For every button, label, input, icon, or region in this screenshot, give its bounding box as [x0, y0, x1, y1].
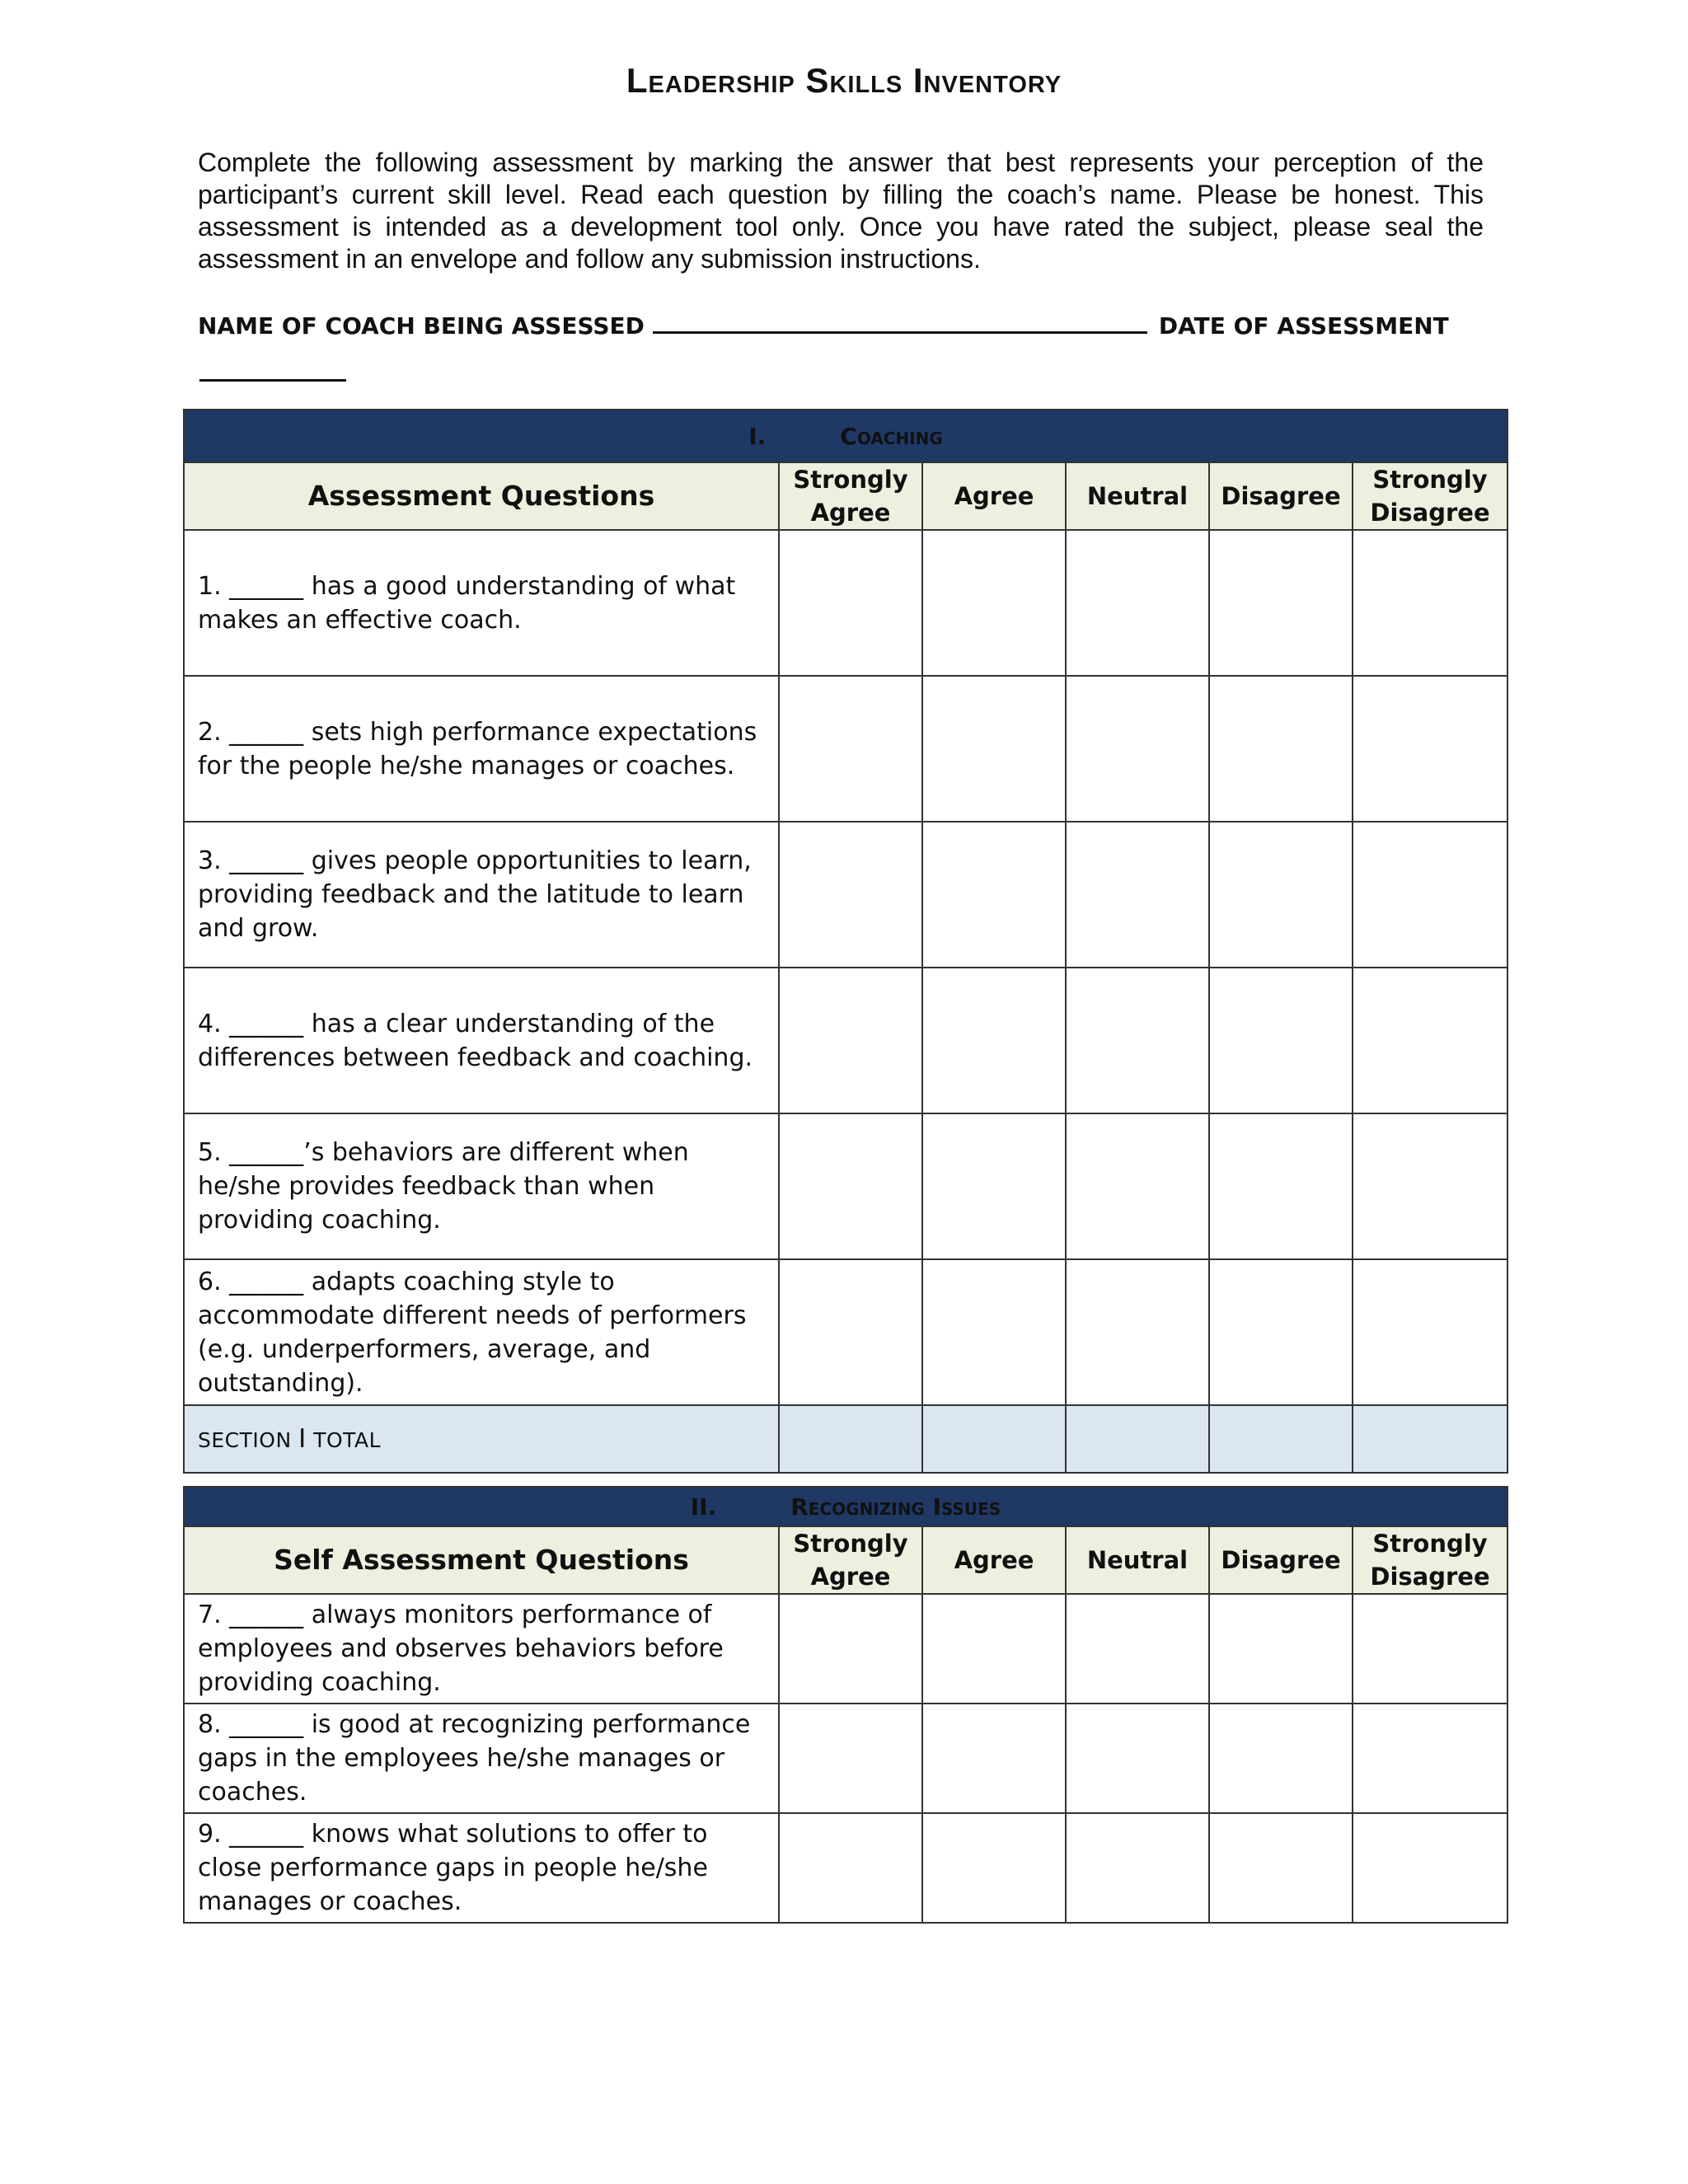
page-title: Leadership Skills Inventory [626, 61, 1062, 100]
rating-cell-strongly-agree[interactable] [779, 1704, 922, 1813]
total-cell-neutral[interactable] [1066, 1405, 1209, 1473]
total-cell-strongly-agree[interactable] [779, 1405, 922, 1473]
rating-cell-agree[interactable] [922, 1113, 1066, 1259]
rating-cell-strongly-disagree[interactable] [1353, 968, 1507, 1113]
section-2-table [183, 1486, 1508, 1924]
table-row [184, 1259, 1507, 1405]
rating-cell-neutral[interactable] [1066, 1594, 1209, 1704]
rating-cell-neutral[interactable] [1066, 1113, 1209, 1259]
rating-cell-strongly-agree[interactable] [779, 1259, 922, 1405]
header-strongly-agree: Strongly Agree [779, 462, 922, 530]
rating-cell-neutral[interactable] [1066, 530, 1209, 676]
rating-cell-neutral[interactable] [1066, 1259, 1209, 1405]
rating-cell-disagree[interactable] [1209, 968, 1353, 1113]
total-cell-agree[interactable] [922, 1405, 1066, 1473]
rating-cell-strongly-agree[interactable] [779, 968, 922, 1113]
table-row [184, 1594, 1507, 1704]
table-row [184, 1113, 1507, 1259]
coach-info-line [198, 310, 1517, 343]
section-1-total-row [184, 1405, 1507, 1473]
total-label-section: SECTION [198, 1428, 292, 1452]
question-text: 6. ______ adapts coaching style to accommodate different needs of performers (e.g. underperformers, average, and outstanding). [184, 1259, 779, 1405]
rating-cell-disagree[interactable] [1209, 530, 1353, 676]
rating-cell-agree[interactable] [922, 530, 1066, 676]
total-label-total: TOTAL [313, 1428, 382, 1452]
rating-cell-strongly-disagree[interactable] [1353, 676, 1507, 822]
rating-cell-strongly-disagree[interactable] [1353, 530, 1507, 676]
header-agree: Agree [922, 462, 1066, 530]
section-2-number: II. [690, 1493, 717, 1521]
rating-cell-strongly-disagree[interactable] [1353, 1113, 1507, 1259]
section-2-header-bar [184, 1487, 1507, 1526]
rating-cell-disagree[interactable] [1209, 1594, 1353, 1704]
rating-cell-strongly-disagree[interactable] [1353, 1594, 1507, 1704]
section-1-name: Coaching [840, 422, 943, 450]
rating-cell-agree[interactable] [922, 1594, 1066, 1704]
table-row [184, 968, 1507, 1113]
rating-cell-strongly-agree[interactable] [779, 1594, 922, 1704]
question-text: 8. ______ is good at recognizing performance gaps in the employees he/she manages or coaches. [184, 1704, 779, 1813]
rating-cell-strongly-disagree[interactable] [1353, 822, 1507, 968]
rating-cell-agree[interactable] [922, 968, 1066, 1113]
question-text: 9. ______ knows what solutions to offer to close performance gaps in people he/she manages or coaches. [184, 1813, 779, 1923]
rating-cell-strongly-disagree[interactable] [1353, 1704, 1507, 1813]
rating-cell-disagree[interactable] [1209, 676, 1353, 822]
question-text: 4. ______ has a clear understanding of the differences between feedback and coaching. [184, 968, 779, 1113]
section-2-name: Recognizing Issues [790, 1493, 1001, 1521]
question-text: 1. ______ has a good understanding of what makes an effective coach. [184, 530, 779, 676]
table-row [184, 822, 1507, 968]
section-1-number: I. [748, 422, 767, 450]
rating-cell-strongly-agree[interactable] [779, 822, 922, 968]
coach-name-field[interactable] [653, 310, 1147, 334]
rating-cell-disagree[interactable] [1209, 1113, 1353, 1259]
rating-cell-disagree[interactable] [1209, 1704, 1353, 1813]
rating-cell-agree[interactable] [922, 1259, 1066, 1405]
section-1-header-bar [184, 410, 1507, 462]
rating-cell-strongly-disagree[interactable] [1353, 1259, 1507, 1405]
rating-cell-agree[interactable] [922, 1704, 1066, 1813]
rating-cell-neutral[interactable] [1066, 676, 1209, 822]
header-strongly-disagree: Strongly Disagree [1353, 1526, 1507, 1594]
rating-cell-agree[interactable] [922, 1813, 1066, 1923]
question-text: 2. ______ sets high performance expectations for the people he/she manages or coaches. [184, 676, 779, 822]
question-column-header: Self Assessment Questions [184, 1526, 779, 1594]
section-total-label [184, 1405, 779, 1473]
question-text: 3. ______ gives people opportunities to learn, providing feedback and the latitude to learn and grow. [184, 822, 779, 968]
rating-cell-disagree[interactable] [1209, 1813, 1353, 1923]
rating-cell-strongly-agree[interactable] [779, 1813, 922, 1923]
rating-cell-strongly-agree[interactable] [779, 676, 922, 822]
date-label: DATE OF ASSESSMENT [1158, 312, 1449, 340]
rating-cell-strongly-disagree[interactable] [1353, 1813, 1507, 1923]
header-neutral: Neutral [1066, 1526, 1209, 1594]
table-row [184, 1704, 1507, 1813]
rating-cell-agree[interactable] [922, 676, 1066, 822]
section-2-column-headers [184, 1526, 1507, 1594]
table-row [184, 530, 1507, 676]
rating-cell-strongly-agree[interactable] [779, 1113, 922, 1259]
table-row [184, 1813, 1507, 1923]
coach-name-label: NAME OF COACH BEING ASSESSED [198, 312, 645, 340]
rating-cell-disagree[interactable] [1209, 1259, 1353, 1405]
question-text: 7. ______ always monitors performance of employees and observes behaviors before providing coaching. [184, 1594, 779, 1704]
section-1-column-headers [184, 462, 1507, 530]
rating-cell-neutral[interactable] [1066, 1813, 1209, 1923]
header-disagree: Disagree [1209, 462, 1353, 530]
header-disagree: Disagree [1209, 1526, 1353, 1594]
rating-cell-neutral[interactable] [1066, 1704, 1209, 1813]
header-neutral: Neutral [1066, 462, 1209, 530]
rating-cell-disagree[interactable] [1209, 822, 1353, 968]
total-cell-disagree[interactable] [1209, 1405, 1353, 1473]
question-column-header: Assessment Questions [184, 462, 779, 530]
total-cell-strongly-disagree[interactable] [1353, 1405, 1507, 1473]
header-strongly-agree: Strongly Agree [779, 1526, 922, 1594]
total-label-number: I [298, 1424, 307, 1454]
question-text: 5. ______’s behaviors are different when he/she provides feedback than when providing coaching. [184, 1113, 779, 1259]
header-agree: Agree [922, 1526, 1066, 1594]
date-field[interactable] [199, 379, 346, 382]
table-row [184, 676, 1507, 822]
header-strongly-disagree: Strongly Disagree [1353, 462, 1507, 530]
rating-cell-strongly-agree[interactable] [779, 530, 922, 676]
rating-cell-neutral[interactable] [1066, 968, 1209, 1113]
rating-cell-agree[interactable] [922, 822, 1066, 968]
instructions-paragraph: Complete the following assessment by marking the answer that best represents your perception of the participant’s current skill level. Read each question by filling the coach’s name. Please be honest. This assessment is intended as a development tool only. Once you have rated the subject, please seal the assessment in an envelope and follow any submission instructions. [198, 148, 1484, 274]
section-1-table [183, 409, 1508, 1474]
rating-cell-neutral[interactable] [1066, 822, 1209, 968]
